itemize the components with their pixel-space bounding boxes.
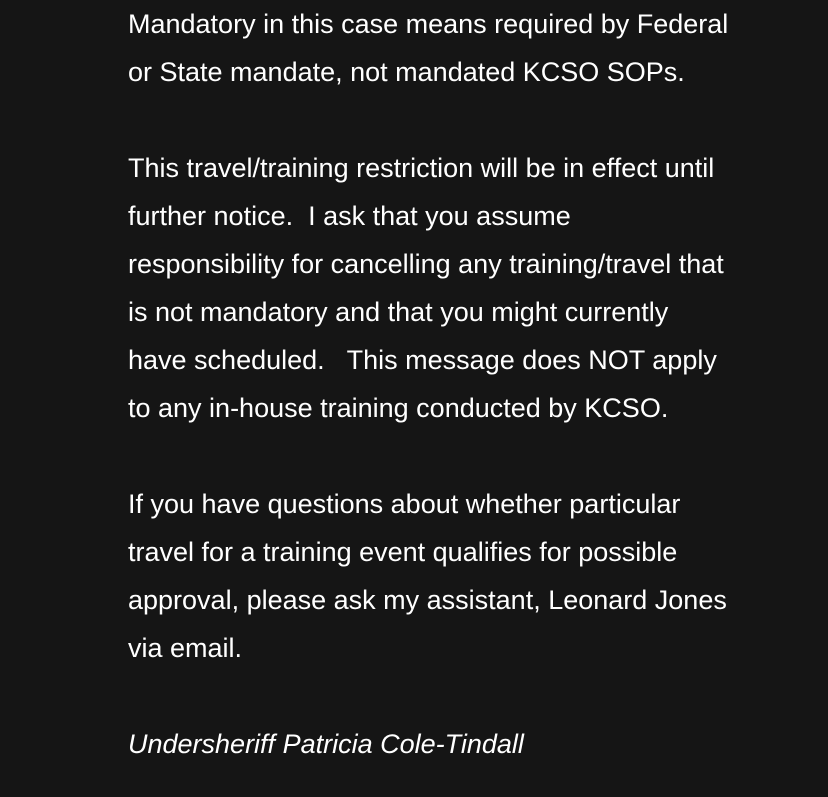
paragraph-questions-contact: If you have questions about whether particular travel for a training event qualifies for possible approval, please ask my assistant, Leonard Jones via email. xyxy=(128,489,727,663)
paragraph-spacer xyxy=(128,672,818,720)
message-body xyxy=(128,0,818,768)
paragraph-spacer xyxy=(128,96,818,144)
signature: Undersheriff Patricia Cole-Tindall xyxy=(128,729,524,759)
paragraph-spacer xyxy=(128,432,818,480)
paragraph-mandatory-definition: Mandatory in this case means required by Federal or State mandate, not mandated KCSO SOPs. xyxy=(128,9,729,87)
paragraph-travel-restriction: This travel/training restriction will be in effect until further notice. I ask that you assume responsibility for cancelling any training/travel that is not mandatory and that you might currently have scheduled. This message does NOT apply to any in-house training conducted by KCSO. xyxy=(128,153,724,423)
